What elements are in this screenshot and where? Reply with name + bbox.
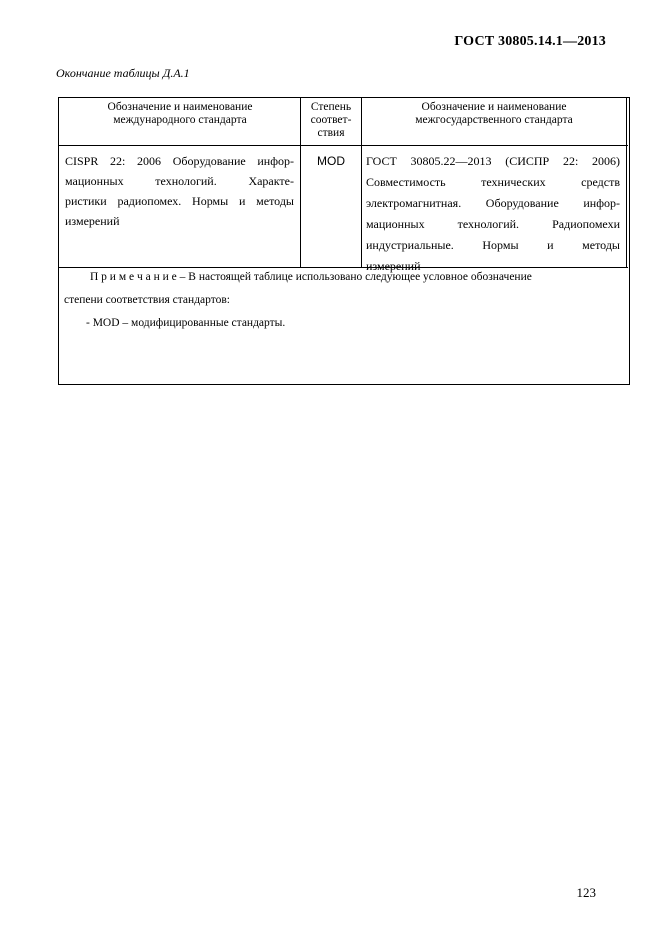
note-text: – В настоящей таблице использовано следующее условное обозначение — [176, 271, 532, 283]
header-interstate-standard: Обозначение и наименование межгосударственного стандарта — [415, 101, 573, 126]
note-item-mod: - MOD – модифицированные стандарты. — [86, 317, 286, 329]
table-caption: Окончание таблицы Д.А.1 — [56, 66, 190, 80]
header-international-standard: Обозначение и наименование международного стандарта — [107, 101, 253, 126]
note-text-continuation: степени соответствия стандартов: — [64, 294, 230, 306]
note-label: П р и м е ч а н и е — [90, 271, 177, 283]
page-number: 123 — [576, 885, 596, 900]
cell-interstate-standard: ГОСТ 30805.22—2013 (СИСПР 22: 2006) Совместимость технических средств электромагнитная. Оборудование инфор- мационных технологий. Радиопомехи индустриальные. Нормы и методы измерений — [366, 154, 620, 273]
cell-degree: MOD — [317, 154, 345, 168]
table-note — [64, 266, 624, 335]
column-divider-3 — [626, 97, 627, 267]
document-code: ГОСТ 30805.14.1—2013 — [454, 34, 606, 49]
cell-international-standard: CISPR 22: 2006 Оборудование инфор- мационных технологий. Характе- ристики радиопомех. Нормы и методы измерений — [65, 154, 294, 228]
header-bottom-rule — [58, 145, 628, 146]
header-degree-of-conformity: Степень соответ- ствия — [310, 101, 352, 139]
